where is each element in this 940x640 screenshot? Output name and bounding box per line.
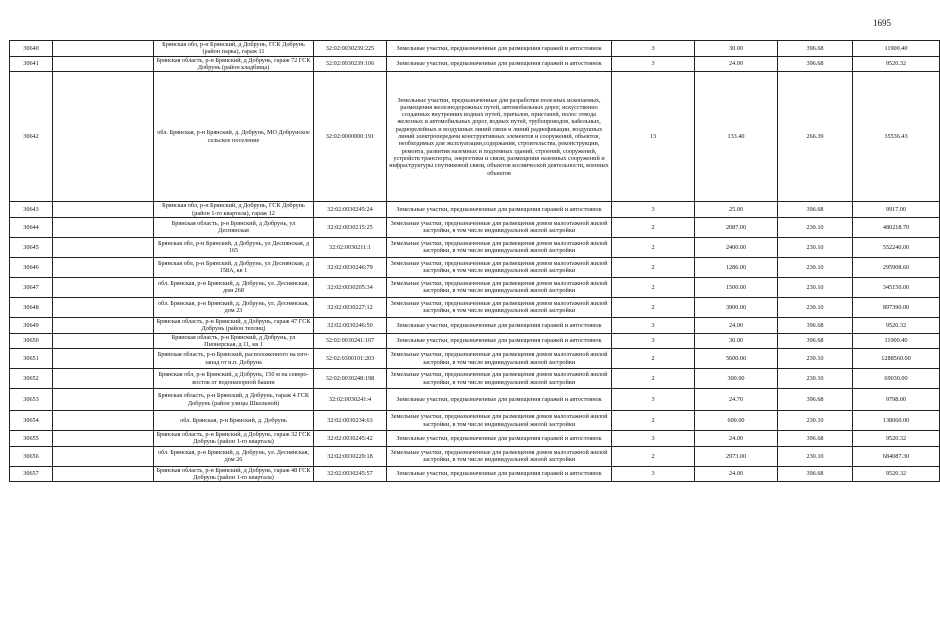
specific-value-cell: 230.10 bbox=[778, 411, 853, 431]
cadastral-value-cell: 138060.00 bbox=[853, 411, 940, 431]
cadastral-number-cell: 32:02:0030246:50 bbox=[314, 317, 387, 333]
cadastral-number-cell: 32:02:0030205:34 bbox=[314, 277, 387, 297]
empty-cell bbox=[53, 56, 154, 72]
area-cell: 24.00 bbox=[695, 431, 778, 447]
group-code-cell: 3 bbox=[612, 202, 695, 218]
cadastral-number-cell: 32:02:0030239:106 bbox=[314, 56, 387, 72]
specific-value-cell: 230.10 bbox=[778, 446, 853, 466]
table-row bbox=[10, 41, 940, 57]
cadastral-value-cell: 480218.70 bbox=[853, 217, 940, 237]
land-use-cell: Земельные участки, предназначенные для размещения гаражей и автостоянок bbox=[387, 389, 612, 411]
specific-value-cell: 396.68 bbox=[778, 317, 853, 333]
land-use-cell: Земельные участки, предназначенные для размещения домов малоэтажной жилой застройки, в том числе индивидуальной жилой застройки bbox=[387, 297, 612, 317]
group-code-cell: 2 bbox=[612, 446, 695, 466]
area-cell: 2973.00 bbox=[695, 446, 778, 466]
table-row bbox=[10, 369, 940, 389]
cadastral-value-cell: 1288560.00 bbox=[853, 349, 940, 369]
area-cell: 133.40 bbox=[695, 72, 778, 202]
land-use-cell: Земельные участки, предназначенные для размещения гаражей и автостоянок bbox=[387, 202, 612, 218]
cadastral-value-cell: 345150.00 bbox=[853, 277, 940, 297]
cadastral-number-cell: 32:02:0030245:42 bbox=[314, 431, 387, 447]
group-code-cell: 2 bbox=[612, 297, 695, 317]
row-number-cell: 30642 bbox=[10, 72, 53, 202]
row-number-cell: 30654 bbox=[10, 411, 53, 431]
address-cell: обл. Брянская, р-н Брянский, д. Добрунь, ул. Деснянская, дом 23 bbox=[154, 297, 314, 317]
area-cell: 2400.00 bbox=[695, 237, 778, 257]
address-cell: обл. Брянская, р-н Брянский, д. Добрунь, МО Добрунское сельское поселение bbox=[154, 72, 314, 202]
group-code-cell: 13 bbox=[612, 72, 695, 202]
cadastral-number-cell: 32:02:0030239:225 bbox=[314, 41, 387, 57]
land-use-cell: Земельные участки, предназначенные для размещения домов малоэтажной жилой застройки, в том числе индивидуальной жилой застройки bbox=[387, 237, 612, 257]
row-number-cell: 30640 bbox=[10, 41, 53, 57]
row-number-cell: 30648 bbox=[10, 297, 53, 317]
area-cell: 30.00 bbox=[695, 333, 778, 349]
cadastral-number-cell: 32:02:0030241:107 bbox=[314, 333, 387, 349]
address-cell: Брянская область, р-н Брянский, д Добрунь, ул Деснянская bbox=[154, 217, 314, 237]
table-row bbox=[10, 431, 940, 447]
specific-value-cell: 230.10 bbox=[778, 349, 853, 369]
specific-value-cell: 396.68 bbox=[778, 431, 853, 447]
group-code-cell: 2 bbox=[612, 257, 695, 277]
row-number-cell: 30649 bbox=[10, 317, 53, 333]
group-code-cell: 3 bbox=[612, 56, 695, 72]
specific-value-cell: 396.68 bbox=[778, 41, 853, 57]
row-number-cell: 30657 bbox=[10, 466, 53, 482]
table-row bbox=[10, 389, 940, 411]
address-cell: Брянская обл, р-н Брянский, д Добрунь, ГСК Добрунь (район парка), гараж 11 bbox=[154, 41, 314, 57]
group-code-cell: 2 bbox=[612, 411, 695, 431]
specific-value-cell: 266.39 bbox=[778, 72, 853, 202]
group-code-cell: 3 bbox=[612, 466, 695, 482]
address-cell: обл. Брянская, р-н Брянский, д. Добрунь, ул. Деснянская, дом 268 bbox=[154, 277, 314, 297]
specific-value-cell: 230.10 bbox=[778, 237, 853, 257]
address-cell: Брянская область, р-н Брянский, д Добрунь, гараж 48 ГСК Добрунь (район 1-го квартала) bbox=[154, 466, 314, 482]
group-code-cell: 3 bbox=[612, 333, 695, 349]
table-row bbox=[10, 257, 940, 277]
cadastral-value-cell: 9520.32 bbox=[853, 466, 940, 482]
land-use-cell: Земельные участки, предназначенные для размещения домов малоэтажной жилой застройки, в том числе индивидуальной жилой застройки bbox=[387, 217, 612, 237]
table-row bbox=[10, 297, 940, 317]
land-use-cell: Земельные участки, предназначенные для размещения гаражей и автостоянок bbox=[387, 56, 612, 72]
empty-cell bbox=[53, 369, 154, 389]
address-cell: Брянская область, р-н Брянский, д Добрунь, ул Пионерская, д 11, кв 1 bbox=[154, 333, 314, 349]
empty-cell bbox=[53, 466, 154, 482]
land-use-cell: Земельные участки, предназначенные для размещения гаражей и автостоянок bbox=[387, 41, 612, 57]
cadastral-value-cell: 11900.40 bbox=[853, 333, 940, 349]
cadastral-value-cell: 11900.40 bbox=[853, 41, 940, 57]
empty-cell bbox=[53, 237, 154, 257]
empty-cell bbox=[53, 333, 154, 349]
cadastral-value-table bbox=[9, 40, 940, 482]
address-cell: обл. Брянская, р-н Брянский, д. Добрунь bbox=[154, 411, 314, 431]
land-use-cell: Земельные участки, предназначенные для размещения гаражей и автостоянок bbox=[387, 466, 612, 482]
empty-cell bbox=[53, 202, 154, 218]
address-cell: Брянская область, р-н Брянский, расположенного на юго-запад от н.п. Добрунь bbox=[154, 349, 314, 369]
area-cell: 3900.00 bbox=[695, 297, 778, 317]
address-cell: Брянская обл, р-н Брянский, д Добрунь, 150 м на северо-восток от водонапорной башни bbox=[154, 369, 314, 389]
land-use-cell: Земельные участки, предназначенные для размещения домов малоэтажной жилой застройки, в том числе индивидуальной жилой застройки bbox=[387, 277, 612, 297]
specific-value-cell: 396.68 bbox=[778, 333, 853, 349]
empty-cell bbox=[53, 317, 154, 333]
empty-cell bbox=[53, 257, 154, 277]
cadastral-number-cell: 32:02:0030245:24 bbox=[314, 202, 387, 218]
row-number-cell: 30646 bbox=[10, 257, 53, 277]
area-cell: 24.70 bbox=[695, 389, 778, 411]
row-number-cell: 30643 bbox=[10, 202, 53, 218]
group-code-cell: 2 bbox=[612, 369, 695, 389]
table-row bbox=[10, 56, 940, 72]
empty-cell bbox=[53, 297, 154, 317]
group-code-cell: 3 bbox=[612, 317, 695, 333]
land-use-cell: Земельные участки, предназначенные для размещения гаражей и автостоянок bbox=[387, 317, 612, 333]
cadastral-number-cell: 32:02:0030215:25 bbox=[314, 217, 387, 237]
table-row bbox=[10, 277, 940, 297]
group-code-cell: 3 bbox=[612, 389, 695, 411]
empty-cell bbox=[53, 446, 154, 466]
specific-value-cell: 230.10 bbox=[778, 277, 853, 297]
address-cell: Брянская область, р-н Брянский, д Добрунь, гараж 32 ГСК Добрунь (район 1-го квартала) bbox=[154, 431, 314, 447]
empty-cell bbox=[53, 41, 154, 57]
cadastral-number-cell: 32:02:0030241:4 bbox=[314, 389, 387, 411]
empty-cell bbox=[53, 411, 154, 431]
cadastral-number-cell: 32:02:0030229:18 bbox=[314, 446, 387, 466]
cadastral-value-cell: 897390.00 bbox=[853, 297, 940, 317]
area-cell: 1286.00 bbox=[695, 257, 778, 277]
group-code-cell: 3 bbox=[612, 41, 695, 57]
specific-value-cell: 230.10 bbox=[778, 297, 853, 317]
specific-value-cell: 230.10 bbox=[778, 257, 853, 277]
land-use-cell: Земельные участки, предназначенные для размещения домов малоэтажной жилой застройки, в том числе индивидуальной жилой застройки bbox=[387, 446, 612, 466]
cadastral-number-cell: 32:02:0030246:79 bbox=[314, 257, 387, 277]
area-cell: 2087.00 bbox=[695, 217, 778, 237]
specific-value-cell: 396.68 bbox=[778, 202, 853, 218]
group-code-cell: 2 bbox=[612, 217, 695, 237]
table-row bbox=[10, 466, 940, 482]
cadastral-number-cell: 32:02:0030245:57 bbox=[314, 466, 387, 482]
table-row bbox=[10, 72, 940, 202]
table-row bbox=[10, 446, 940, 466]
area-cell: 600.00 bbox=[695, 411, 778, 431]
table-row bbox=[10, 217, 940, 237]
area-cell: 300.00 bbox=[695, 369, 778, 389]
specific-value-cell: 230.10 bbox=[778, 217, 853, 237]
specific-value-cell: 396.68 bbox=[778, 56, 853, 72]
table-row bbox=[10, 349, 940, 369]
cadastral-value-cell: 9520.32 bbox=[853, 317, 940, 333]
empty-cell bbox=[53, 349, 154, 369]
group-code-cell: 3 bbox=[612, 431, 695, 447]
land-use-cell: Земельные участки, предназначенные для размещения домов малоэтажной жилой застройки, в том числе индивидуальной жилой застройки bbox=[387, 369, 612, 389]
row-number-cell: 30653 bbox=[10, 389, 53, 411]
empty-cell bbox=[53, 217, 154, 237]
specific-value-cell: 396.68 bbox=[778, 466, 853, 482]
cadastral-value-cell: 69030.00 bbox=[853, 369, 940, 389]
row-number-cell: 30650 bbox=[10, 333, 53, 349]
land-use-cell: Земельные участки, предназначенные для размещения гаражей и автостоянок bbox=[387, 431, 612, 447]
row-number-cell: 30644 bbox=[10, 217, 53, 237]
area-cell: 5600.00 bbox=[695, 349, 778, 369]
row-number-cell: 30655 bbox=[10, 431, 53, 447]
cadastral-number-cell: 32:02:0300101:203 bbox=[314, 349, 387, 369]
land-use-cell: Земельные участки, предназначенные для размещения домов малоэтажной жилой застройки, в том числе индивидуальной жилой застройки bbox=[387, 349, 612, 369]
cadastral-number-cell: 32:02:0000000:191 bbox=[314, 72, 387, 202]
group-code-cell: 2 bbox=[612, 349, 695, 369]
address-cell: Брянская область, р-н Брянский, д Добрунь, гараж 72 ГСК Добрунь (район кладбища) bbox=[154, 56, 314, 72]
empty-cell bbox=[53, 72, 154, 202]
specific-value-cell: 396.68 bbox=[778, 389, 853, 411]
land-use-cell: Земельные участки, предназначенные для размещения домов малоэтажной жилой застройки, в том числе индивидуальной жилой застройки bbox=[387, 411, 612, 431]
row-number-cell: 30641 bbox=[10, 56, 53, 72]
group-code-cell: 2 bbox=[612, 277, 695, 297]
land-use-cell: Земельные участки, предназначенные для разработки полезных ископаемых, размещения железнодорожных путей, автомобильных дорог, искусственно созданных внутренних водных путей, причалов, пристаней, полос отвода железных и автомобильных дорог, водных путей, трубопроводов, кабельных, радиорелейных и воздушных линий связи и линий радиофикации, воздушных линий электропередачи конструктивных элементов и сооружений, объектов, необходимых для эксплуатации,содержания, строительства, реконструкции, ремонта, развития наземных и подземных зданий, строений, сооружений, устройств транспорта, энергетики и связи; размещения наземных сооружений и инфраструктуры спутниковой связи, объектов космической деятельности, военных объектов bbox=[387, 72, 612, 202]
cadastral-number-cell: 32:02:0030248:198 bbox=[314, 369, 387, 389]
cadastral-number-cell: 32:02:0030234:63 bbox=[314, 411, 387, 431]
row-number-cell: 30656 bbox=[10, 446, 53, 466]
cadastral-value-cell: 9798.00 bbox=[853, 389, 940, 411]
area-cell: 24.00 bbox=[695, 56, 778, 72]
cadastral-number-cell: 32:02:0030211:1 bbox=[314, 237, 387, 257]
row-number-cell: 30652 bbox=[10, 369, 53, 389]
cadastral-number-cell: 32:02:0030227:12 bbox=[314, 297, 387, 317]
table-row bbox=[10, 317, 940, 333]
address-cell: Брянская обл, р-н Брянский, д Добрунь, ул Деснянская, д 158А, кв 1 bbox=[154, 257, 314, 277]
address-cell: Брянская обл, р-н Брянский, д Добрунь, ул Деснянская, д 165 bbox=[154, 237, 314, 257]
address-cell: Брянская область, р-н Брянский, д Добрунь, гараж 47 ГСК Добрунь (район теплиц) bbox=[154, 317, 314, 333]
row-number-cell: 30651 bbox=[10, 349, 53, 369]
empty-cell bbox=[53, 431, 154, 447]
empty-cell bbox=[53, 277, 154, 297]
area-cell: 24.00 bbox=[695, 466, 778, 482]
land-use-cell: Земельные участки, предназначенные для размещения гаражей и автостоянок bbox=[387, 333, 612, 349]
cadastral-value-cell: 35536.43 bbox=[853, 72, 940, 202]
table-row bbox=[10, 333, 940, 349]
address-cell: обл. Брянская, р-н Брянский, д. Добрунь, ул. Деснянская, дом 26 bbox=[154, 446, 314, 466]
cadastral-value-cell: 552240.00 bbox=[853, 237, 940, 257]
row-number-cell: 30647 bbox=[10, 277, 53, 297]
group-code-cell: 2 bbox=[612, 237, 695, 257]
cadastral-value-cell: 9520.32 bbox=[853, 56, 940, 72]
empty-cell bbox=[53, 389, 154, 411]
cadastral-value-cell: 9917.00 bbox=[853, 202, 940, 218]
area-cell: 25.00 bbox=[695, 202, 778, 218]
table-body bbox=[10, 41, 940, 482]
page-number: 1695 bbox=[873, 18, 891, 28]
address-cell: Брянская область, р-н Брянский, д Добрунь, гараж 4 ГСК Добрунь (район улицы Школьной) bbox=[154, 389, 314, 411]
area-cell: 30.00 bbox=[695, 41, 778, 57]
specific-value-cell: 230.10 bbox=[778, 369, 853, 389]
area-cell: 1500.00 bbox=[695, 277, 778, 297]
land-use-cell: Земельные участки, предназначенные для размещения домов малоэтажной жилой застройки, в том числе индивидуальной жилой застройки bbox=[387, 257, 612, 277]
table-row bbox=[10, 237, 940, 257]
address-cell: Брянская обл, р-н Брянский, д Добрунь, ГСК Добрунь (район 1-го квартала), гараж 12 bbox=[154, 202, 314, 218]
cadastral-value-cell: 9520.32 bbox=[853, 431, 940, 447]
cadastral-value-cell: 295908.60 bbox=[853, 257, 940, 277]
row-number-cell: 30645 bbox=[10, 237, 53, 257]
area-cell: 24.00 bbox=[695, 317, 778, 333]
table-row bbox=[10, 411, 940, 431]
table-row bbox=[10, 202, 940, 218]
cadastral-value-cell: 684087.30 bbox=[853, 446, 940, 466]
